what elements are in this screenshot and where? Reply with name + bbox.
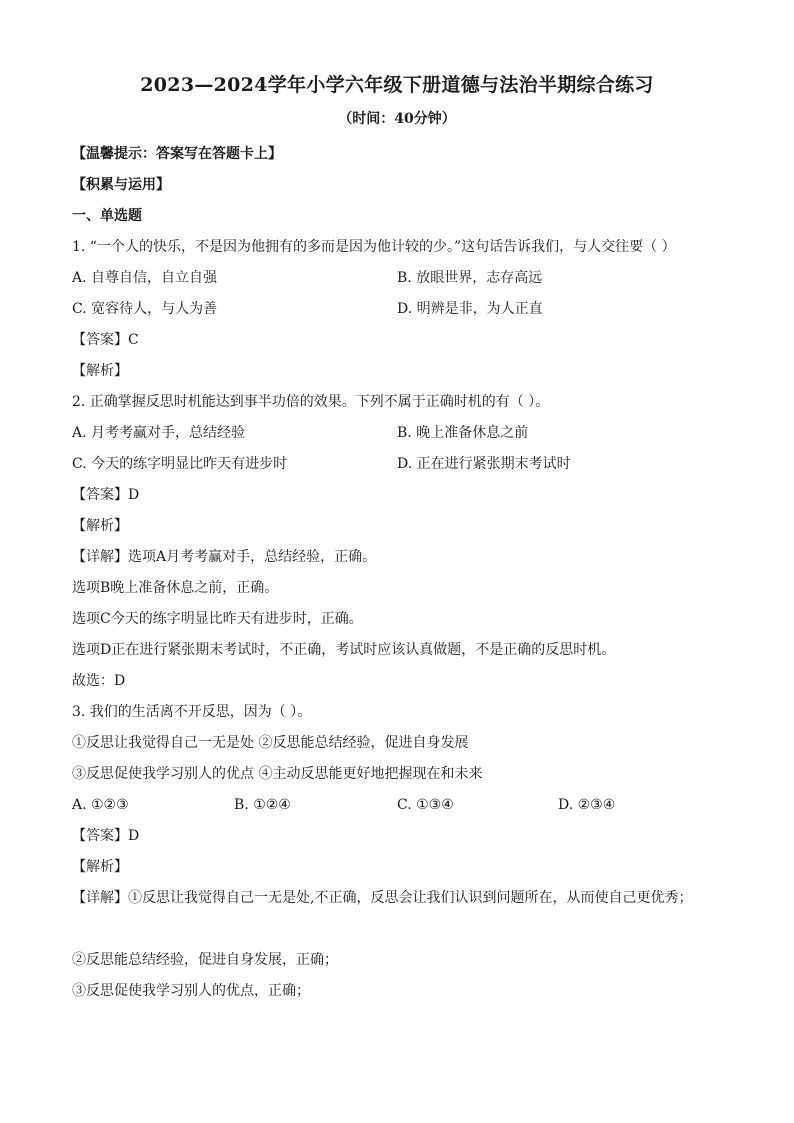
question-3-detail-line: 【详解】①反思让我觉得自己一无是处,不正确，反思会让我们认识到问题所在，从而使自己更优秀； — [72, 890, 693, 906]
question-1-analysis: 【解析】 — [72, 363, 128, 379]
question-2-stem: 2. 正确掌握反思时机能达到事半功倍的效果。下列不属于正确时机的有（ ）。 — [72, 394, 550, 410]
question-1-stem: 1. “一个人的快乐，不是因为他拥有的多而是因为他计较的少。”这句话告诉我们，与人交往要（ ） — [72, 239, 676, 255]
question-3-answer: 【答案】D — [72, 828, 140, 844]
question-2-option-b: B. 晚上准备休息之前 — [397, 425, 529, 441]
question-3-detail-line: ②反思能总结经验，促进自身发展，正确； — [72, 952, 338, 968]
question-1-option-c: C. 宽容待人，与人为善 — [72, 301, 218, 317]
question-3-detail-line: ③反思促使我学习别人的优点，正确； — [72, 983, 310, 999]
question-3-option-b: B. ①②④ — [234, 797, 291, 813]
question-2-answer: 【答案】D — [72, 487, 140, 503]
exam-duration: （时间：40分钟） — [338, 111, 456, 127]
question-1-option-a: A. 自尊自信，自立自强 — [72, 270, 218, 286]
part-heading: 一、单选题 — [72, 208, 142, 224]
question-3-statements: ③反思促使我学习别人的优点 ④主动反思能更好地把握现在和未来 — [72, 766, 483, 782]
question-2-detail-line: 选项D正在进行紧张期末考试时，不正确，考试时应该认真做题，不是正确的反思时机。 — [72, 642, 616, 658]
question-1-option-b: B. 放眼世界，志存高远 — [397, 270, 543, 286]
question-1-answer: 【答案】C — [72, 332, 139, 348]
question-2-option-a: A. 月考考赢对手，总结经验 — [72, 425, 246, 441]
question-3-option-a: A. ①②③ — [72, 797, 129, 813]
question-3-stem: 3. 我们的生活离不开反思，因为（ ）。 — [72, 704, 312, 720]
question-3-option-c: C. ①③④ — [397, 797, 454, 813]
question-2-detail-line: 选项B晚上准备休息之前，正确。 — [72, 580, 279, 596]
question-3-analysis: 【解析】 — [72, 859, 128, 875]
question-2-analysis: 【解析】 — [72, 518, 128, 534]
page-title: 2023—2024学年小学六年级下册道德与法治半期综合练习 — [140, 74, 654, 96]
tip-note: 【温馨提示：答案写在答题卡上】 — [72, 146, 282, 162]
question-2-detail-line: 选项C今天的练字明显比昨天有进步时，正确。 — [72, 611, 363, 627]
question-1-option-d: D. 明辨是非，为人正直 — [397, 301, 543, 317]
question-3-option-d: D. ②③④ — [558, 797, 616, 813]
question-3-statements: ①反思让我觉得自己一无是处 ②反思能总结经验，促进自身发展 — [72, 735, 469, 751]
question-2-conclusion: 故选：D — [72, 673, 126, 689]
question-2-detail-line: 【详解】选项A月考考赢对手，总结经验，正确。 — [72, 549, 377, 565]
question-2-option-c: C. 今天的练字明显比昨天有进步时 — [72, 456, 288, 472]
section-heading: 【积累与运用】 — [72, 177, 170, 193]
question-2-option-d: D. 正在进行紧张期末考试时 — [397, 456, 571, 472]
